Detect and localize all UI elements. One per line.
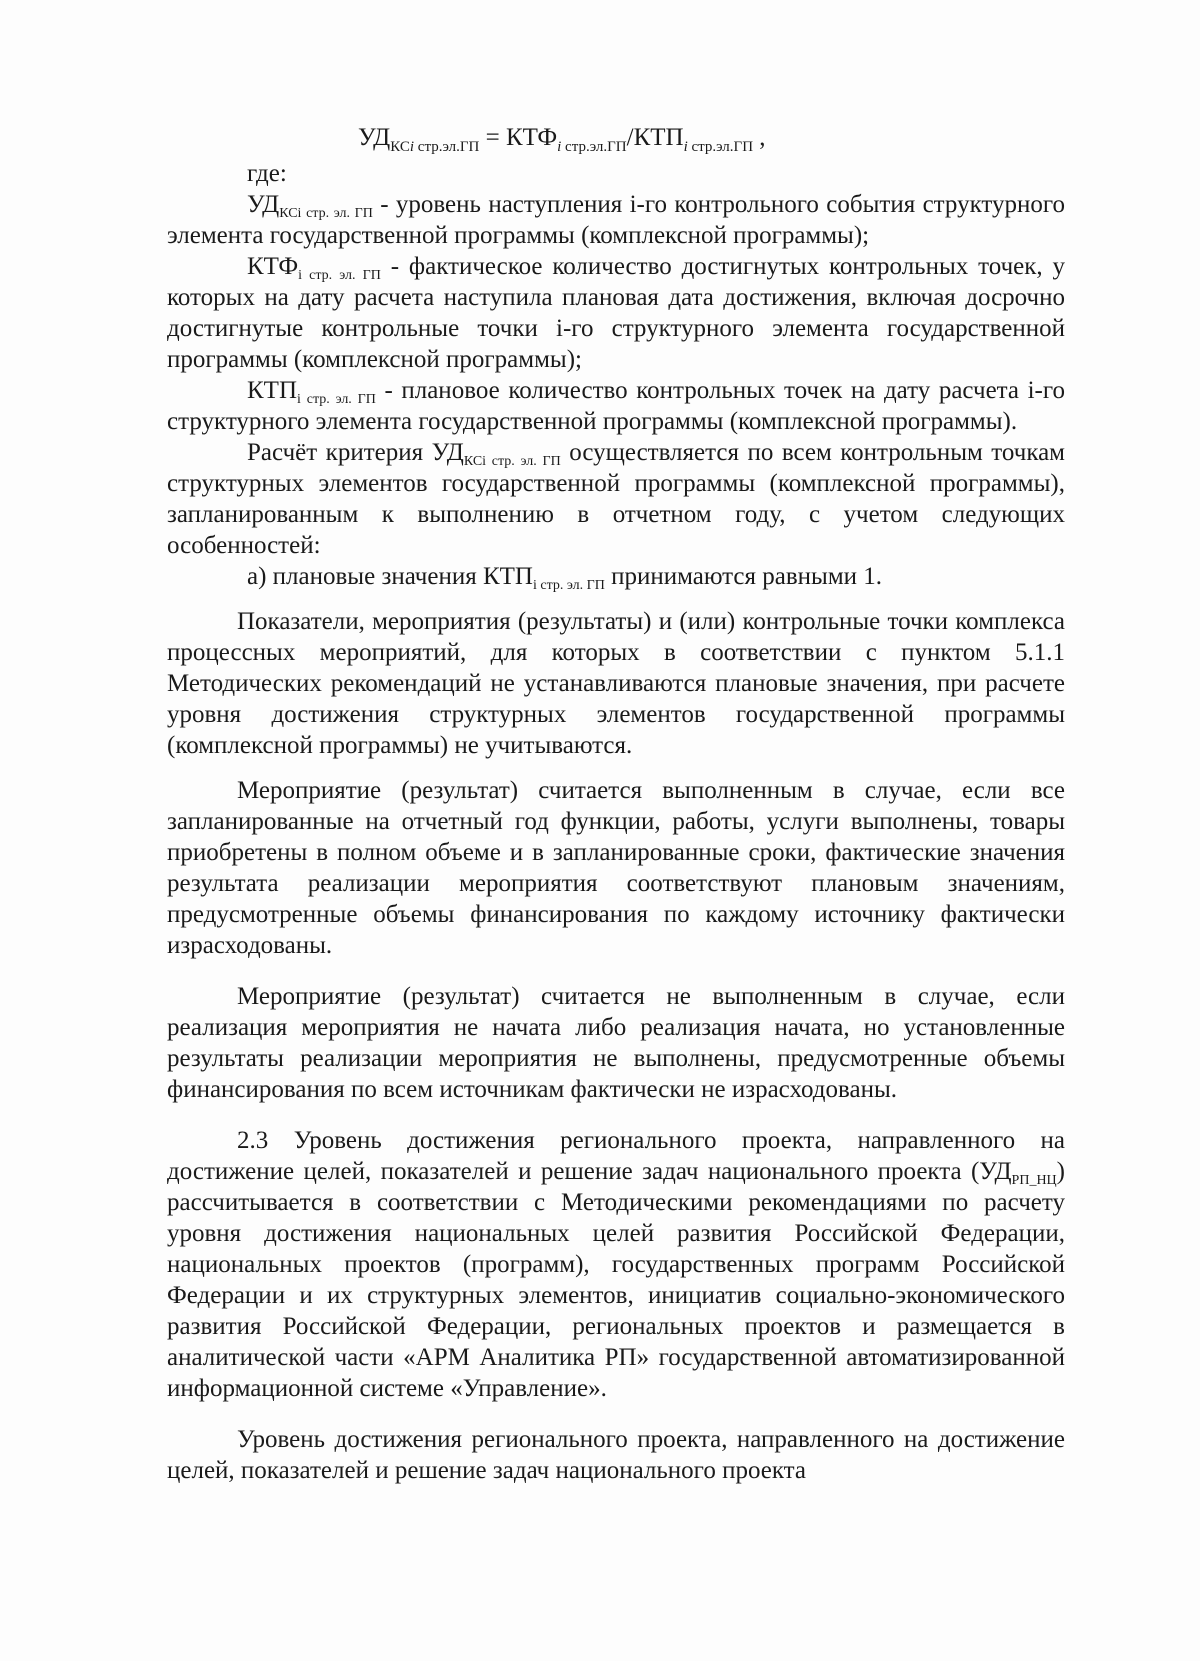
def-ktf-subscript: i стр. эл. ГП <box>298 268 381 283</box>
formula-tail: , <box>753 124 766 151</box>
formula-lhs: УД <box>358 124 391 151</box>
formula-ktp-sub-rest: стр.эл.ГП <box>687 139 754 155</box>
para4-subscript: РП_НЦ <box>1011 1173 1057 1188</box>
paragraph-indicators: Показатели, мероприятия (результаты) и (или) контрольные точки комплекса процессных мероприятий, для которых в соответствии с пунктом 5.1.1 Методических рекомендаций не устанавливаются плановые значения, при расчете уровня достижения структурных элементов государственной программы (комплексной программы) не учитываются. <box>167 608 1065 759</box>
item-a-post: принимаются равными 1. <box>604 563 883 590</box>
formula-equals: = <box>479 124 506 151</box>
def-ktf-symbol: КТФ <box>247 253 299 280</box>
definition-ktf <box>167 251 1065 375</box>
calc-pre: Расчёт критерия УД <box>247 439 464 466</box>
formula-ktf-sub-i: i <box>557 139 562 155</box>
formula <box>358 122 766 153</box>
calc-subscript: КСi стр. эл. ГП <box>463 454 561 469</box>
paragraph-completed: Мероприятие (результат) считается выполненным в случае, если все запланированные на отчетный год функции, работы, услуги выполнены, товары приобретены в полном объеме и в запланированные сроки, фактические значения результата реализации мероприятия соответствуют плановым значениям, предусмотренные объемы финансирования по каждому источнику фактически израсходованы. <box>167 777 1065 959</box>
def-ud-text: - уровень наступления i-го контрольного события структурного элемента государственной программы (комплексной программы); <box>167 191 1066 249</box>
formula-ktf: КТФ <box>505 124 558 151</box>
def-ktp-symbol: КТП <box>247 377 297 404</box>
definition-ktp <box>167 375 1065 437</box>
calc-paragraph <box>167 437 1065 561</box>
def-ud-subscript: КСi стр. эл. ГП <box>279 206 373 221</box>
formula-ktp-sub-i: i <box>683 139 688 155</box>
calc-post: осуществляется по всем контрольным точкам структурных элементов государственной программы (комплексной программы), запланированным к выполнению в отчетном году, с учетом следующих особенностей: <box>167 439 1066 559</box>
formula-ktp: КТП <box>633 124 684 151</box>
def-ktp-text: - плановое количество контрольных точек на дату расчета i-го структурного элемента государственной программы (комплексной программы). <box>167 377 1065 435</box>
para4-pre: 2.3 Уровень достижения регионального проекта, направленного на достижение целей, показателей и решение задач национального проекта (УД <box>167 1127 1065 1185</box>
paragraph-regional-level: Уровень достижения регионального проекта, направленного на достижение целей, показателей и решение задач национального проекта <box>167 1426 1065 1484</box>
formula-ktf-sub-rest: стр.эл.ГП <box>561 139 627 155</box>
def-ktf-text: - фактическое количество достигнутых контрольных точек, у которых на дату расчета наступила плановая дата достижения, включая досрочно достигнутые контрольные точки i-го структурного элемента государственной программы (комплексной программы); <box>167 253 1066 373</box>
item-a <box>167 561 1065 592</box>
def-ktp-subscript: i стр. эл. ГП <box>297 392 376 407</box>
formula-lhs-sub: КС <box>390 139 410 155</box>
def-ud-symbol: УД <box>247 191 280 218</box>
document-body <box>167 158 1065 1486</box>
formula-slash: / <box>626 124 634 151</box>
item-a-pre: а) плановые значения КТП <box>247 563 533 590</box>
where-label: где: <box>247 160 287 187</box>
para4-post: ) рассчитывается в соответствии с Методическими рекомендациями по расчету уровня достижения национальных целей развития Российской Федерации, национальных проектов (программ), государственных программ Российской Федерации и их структурных элементов, инициатив социально-экономического развития Российской Федерации, региональных проектов и размещается в аналитической части «АРМ Аналитика РП» государственной автоматизированной информационной системе «Управление». <box>167 1158 1065 1402</box>
formula-lhs-sub-i: i <box>409 139 415 155</box>
definition-ud <box>167 189 1065 251</box>
formula-lhs-sub-rest: стр.эл.ГП <box>414 139 480 155</box>
paragraph-not-completed: Мероприятие (результат) считается не выполненным в случае, если реализация мероприятия не начата либо реализация начата, но установленные результаты реализации мероприятия не выполнены, предусмотренные объемы финансирования по всем источникам фактически не израсходованы. <box>167 983 1065 1103</box>
item-a-subscript: i стр. эл. ГП <box>532 578 605 593</box>
paragraph-section-2-3 <box>167 1125 1065 1404</box>
